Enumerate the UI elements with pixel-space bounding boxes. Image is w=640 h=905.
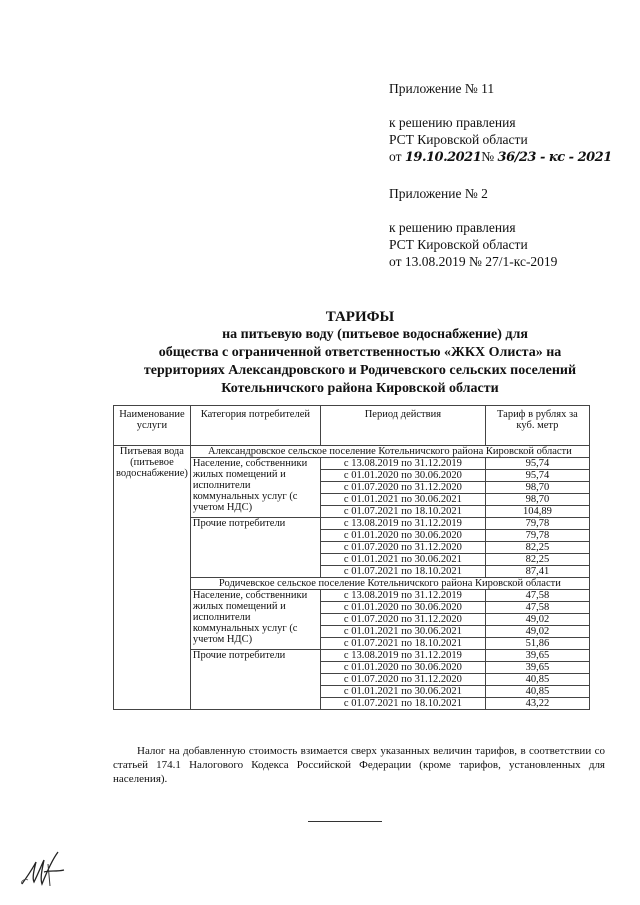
tariff-cell: 79,78 <box>485 530 589 542</box>
period-cell: с 01.01.2021 по 30.06.2021 <box>320 686 485 698</box>
tariff-cell: 95,74 <box>485 458 589 470</box>
heading-line1: на питьевую воду (питьевое водоснабжение) для <box>222 327 528 342</box>
tariff-cell: 51,86 <box>485 638 589 650</box>
tariff-cell: 49,02 <box>485 614 589 626</box>
consumer-category: Прочие потребители <box>190 518 320 578</box>
heading-title: ТАРИФЫ <box>325 309 395 325</box>
service-name: Питьевая вода (питьевое водоснабжение) <box>114 446 191 710</box>
period-cell: с 13.08.2019 по 31.12.2019 <box>320 518 485 530</box>
separator-line <box>308 821 382 822</box>
tariff-cell: 82,25 <box>485 542 589 554</box>
period-cell: с 01.01.2021 по 30.06.2021 <box>320 494 485 506</box>
appendix-11-title: Приложение № 11 <box>389 81 495 96</box>
tariff-table <box>113 405 590 710</box>
tariff-cell: 47,58 <box>485 590 589 602</box>
handwritten-date: 19.10.2021 <box>404 150 482 165</box>
period-cell: с 01.07.2021 по 18.10.2021 <box>320 698 485 710</box>
handwritten-number: 36/23 - кс - 2021 <box>497 150 612 165</box>
appendix-11-block <box>389 80 612 166</box>
period-cell: с 01.07.2021 по 18.10.2021 <box>320 566 485 578</box>
header-service: Наименование услуги <box>114 406 191 446</box>
appendix-2-line1: к решению правления <box>389 220 516 235</box>
handwritten-signature-icon <box>18 848 68 890</box>
heading-line4: Котельничского района Кировской области <box>221 381 499 396</box>
tariff-cell: 40,85 <box>485 686 589 698</box>
period-cell: с 01.07.2021 по 18.10.2021 <box>320 506 485 518</box>
tariff-cell: 40,85 <box>485 674 589 686</box>
settlement-row <box>114 446 590 458</box>
consumer-category: Население, собственники жилых помещений и исполнители коммунальных услуг (с учетом НДС) <box>190 458 320 518</box>
heading-line3: территориях Александровского и Родичевского сельских поселений <box>143 363 577 378</box>
period-cell: с 01.01.2021 по 30.06.2021 <box>320 554 485 566</box>
tariff-cell: 87,41 <box>485 566 589 578</box>
consumer-category: Население, собственники жилых помещений и исполнители коммунальных услуг (с учетом НДС) <box>190 590 320 650</box>
tariff-cell: 82,25 <box>485 554 589 566</box>
tax-note <box>113 744 605 786</box>
tariff-cell: 98,70 <box>485 494 589 506</box>
tariff-cell: 39,65 <box>485 662 589 674</box>
tariff-cell: 104,89 <box>485 506 589 518</box>
period-cell: с 01.07.2020 по 31.12.2020 <box>320 482 485 494</box>
heading-line2: общества с ограниченной ответственностью «ЖКХ Олиста» на <box>158 345 562 360</box>
period-cell: с 01.01.2020 по 30.06.2020 <box>320 530 485 542</box>
settlement-name: Александровское сельское поселение Котельничского района Кировской области <box>190 446 589 458</box>
tariff-cell: 47,58 <box>485 602 589 614</box>
header-category: Категория потребителей <box>190 406 320 446</box>
appendix-2-line3: от 13.08.2019 № 27/1-кс-2019 <box>389 254 558 269</box>
tariff-cell: 79,78 <box>485 518 589 530</box>
period-cell: с 01.01.2020 по 30.06.2020 <box>320 602 485 614</box>
tariff-cell: 95,74 <box>485 470 589 482</box>
period-cell: с 01.01.2021 по 30.06.2021 <box>320 626 485 638</box>
tariff-cell: 49,02 <box>485 626 589 638</box>
number-sign: № <box>481 149 495 164</box>
tariff-cell: 43,22 <box>485 698 589 710</box>
appendix-11-line1: к решению правления <box>389 115 516 130</box>
appendix-11-date-line <box>389 148 612 166</box>
header-period: Период действия <box>320 406 485 446</box>
period-cell: с 01.07.2020 по 31.12.2020 <box>320 674 485 686</box>
tariff-cell: 39,65 <box>485 650 589 662</box>
date-prefix: от <box>389 149 402 164</box>
settlement-name: Родичевское сельское поселение Котельничского района Кировской области <box>190 578 589 590</box>
period-cell: с 01.07.2020 по 31.12.2020 <box>320 542 485 554</box>
period-cell: с 01.01.2020 по 30.06.2020 <box>320 662 485 674</box>
period-cell: с 13.08.2019 по 31.12.2019 <box>320 458 485 470</box>
tariff-cell: 98,70 <box>485 482 589 494</box>
document-heading <box>100 308 620 398</box>
table-header-row <box>114 406 590 446</box>
appendix-2-block <box>389 185 557 270</box>
period-cell: с 01.01.2020 по 30.06.2020 <box>320 470 485 482</box>
period-cell: с 01.07.2021 по 18.10.2021 <box>320 638 485 650</box>
appendix-2-title: Приложение № 2 <box>389 186 488 201</box>
header-tariff: Тариф в рублях за куб. метр <box>485 406 589 446</box>
tax-note-text: Налог на добавленную стоимость взимается сверх указанных величин тарифов, в соответствии со статьей 174.1 Налогового Кодекса Российской Федерации (кроме тарифов, установленных для населения). <box>113 745 605 785</box>
appendix-11-line2: РСТ Кировской области <box>389 132 528 147</box>
consumer-category: Прочие потребители <box>190 650 320 710</box>
appendix-2-line2: РСТ Кировской области <box>389 237 528 252</box>
period-cell: с 13.08.2019 по 31.12.2019 <box>320 590 485 602</box>
period-cell: с 13.08.2019 по 31.12.2019 <box>320 650 485 662</box>
period-cell: с 01.07.2020 по 31.12.2020 <box>320 614 485 626</box>
